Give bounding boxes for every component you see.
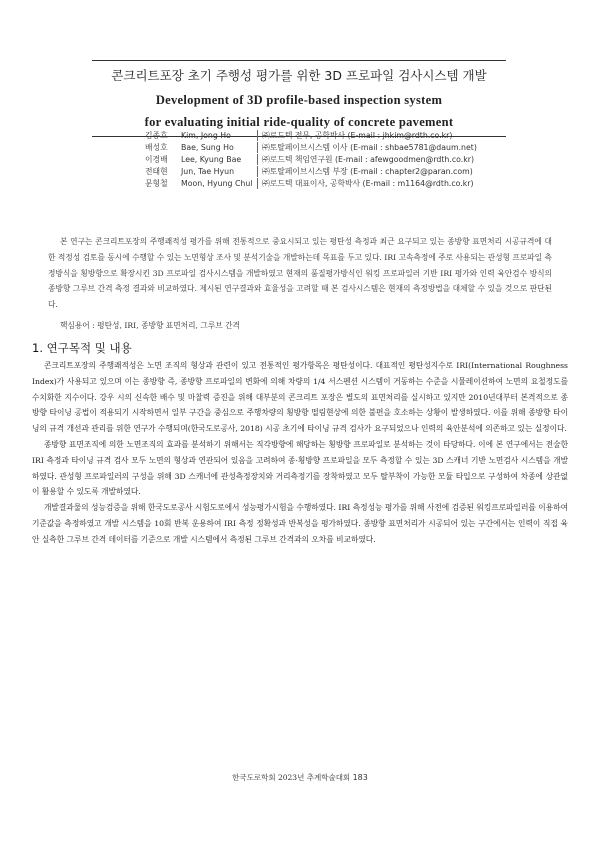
author-row	[145, 141, 477, 153]
divider	[257, 142, 258, 153]
divider	[257, 166, 258, 177]
page-number: 183	[352, 773, 368, 782]
title-korean: 콘크리트포장 초기 주행성 평가를 위한 3D 프로파일 검사시스템 개발	[111, 68, 487, 83]
title-english-line1: Development of 3D profile-based inspection system	[155, 93, 443, 107]
author-name-ko: 문형철	[145, 178, 168, 188]
author-row	[145, 165, 477, 177]
divider	[257, 178, 258, 189]
author-affiliation: ㈜토탈페이브시스템 이사 (E-mail : shbae5781@daum.net)	[262, 142, 477, 152]
divider	[257, 154, 258, 165]
section-body	[32, 358, 568, 548]
author-name-en: Lee, Kyung Bae	[181, 154, 242, 164]
body-paragraph: 종방향 표면조직에 의한 노면조직의 효과를 분석하기 위해서는 직각방향에 해당하는 횡방향 프로파일로 분석하는 것이 타당하다. 이에 본 연구에서는 전술한 IRI 측정과 타이닝 규격 검사 모두 노면의 형상과 연관되어 있음을 고려하여 종·횡방향 프로파일을 모두 측정할 수 있는 3D 스캐너 기반 노면검사 시스템을 개발하였다. 관성형 프로파일러의 구성을 위해 3D 스캐너에 관성측정장치와 거리측정기를 장착하였고 모두 탈부착이 가능한 모듈 타입으로 구성하여 차종에 상관없이 활용할 수 있도록 개발하였다.	[32, 439, 568, 497]
author-name-ko: 배성호	[145, 142, 168, 152]
author-name-en: Bae, Sung Ho	[181, 142, 234, 152]
page-footer	[0, 772, 600, 783]
author-list	[145, 129, 477, 189]
author-affiliation: ㈜토탈페이브시스템 부장 (E-mail : chapter2@paran.com)	[262, 166, 473, 176]
author-name-en: Jun, Tae Hyun	[181, 166, 235, 176]
author-name-en: Kim, Jong Ho	[181, 130, 231, 140]
author-name-ko: 전태현	[145, 166, 168, 176]
author-affiliation: ㈜로드텍 대표이사, 공학박사 (E-mail : m1164@rdth.co.kr)	[262, 178, 474, 188]
abstract-text: 본 연구는 콘크리트포장의 주행쾌적성 평가를 위해 전통적으로 중요시되고 있는 평탄성 측정과 최근 요구되고 있는 종방향 표면처리 시공규격에 대한 적정성 검토를 동시에 수행할 수 있는 노면형상 조사 및 분석기술을 개발하는데 목표를 두고 있다. IRI 고속측정에 주로 사용되는 관성형 프로파일 측정방식을 횡방향으로 확장시킨 3D 프로파일 검사시스템을 개발하였고 현재의 품질평가방식인 워킹 프로파일러 기반 IRI 평가와 인력 육안검수 방식의 종방향 그루브 간격 측정 결과와 비교하였다. 제시된 연구결과와 효율성을 고려할 때 본 검사시스템은 현재의 측정방법을 대체할 수 있을 것으로 판단된다.	[48, 237, 552, 310]
title-block	[92, 60, 506, 137]
author-name-ko: 이경배	[145, 154, 168, 164]
section-heading: 1. 연구목적 및 내용	[32, 341, 132, 355]
author-affiliation: ㈜로드텍 전무, 공학박사 (E-mail : jhkim@rdth.co.kr)	[262, 130, 453, 140]
author-row	[145, 153, 477, 165]
abstract	[48, 234, 552, 313]
author-row	[145, 177, 477, 189]
author-name-ko: 김종호	[145, 130, 168, 140]
title-english-line2: for evaluating initial ride-quality of concrete pavement	[144, 115, 454, 129]
keywords: 핵심용어 : 평탄성, IRI, 종방향 표면처리, 그루브 간격	[60, 321, 240, 330]
body-paragraph: 개발결과물의 성능검증을 위해 한국도로공사 시험도로에서 성능평가시험을 수행하였다. IRI 측정성능 평가를 위해 사전에 검증된 워킹프로파일러를 이용하여 기준값을 측정하였고 개발 시스템을 10회 반복 운용하여 IRI 측정 정확성과 반복성을 평가하였다. 종방향 표면처리가 시공되어 있는 구간에서는 인력이 직접 육안 실측한 그루브 간격 데이터를 기준으로 개발 시스템에서 측정된 그루브 간격과의 오차를 비교하였다.	[32, 503, 568, 544]
author-name-en: Moon, Hyung Chul	[181, 178, 253, 188]
author-row	[145, 129, 477, 141]
divider	[257, 130, 258, 141]
body-paragraph: 콘크리트포장의 주행쾌적성은 노면 조직의 형상과 관련이 있고 전통적인 평가항목은 평탄성이다. 대표적인 평탄성지수로 IRI(International Roughness Index)가 사용되고 있으며 이는 종방향 즉, 종방향 프로파일의 변화에 의해 차량의 1/4 서스펜션 시스템이 거동하는 수준을 시뮬레이션하여 노면의 요철정도를 수치화한 지수이다. 강우 시의 신속한 배수 및 마찰력 증진을 위해 대부분의 콘크리트 포장은 별도의 표면처리를 실시하고 있지만 2010년대부터 본격적으로 종방향 타이닝 공법이 적용되기 시작하면서 일부 구간을 중심으로 주행차량의 횡방향 떨림현상에 의한 불편을 호소하는 상황이 발생하였다. 이를 위해 종방향 타이닝의 규격 개선과 관리를 위한 연구가 수행되며(한국도로공사, 2018) 시공 초기에 타이닝 규격 검사가 요구되었으나 인력의 육안분석에 의존하고 있는 실정이다.	[32, 361, 568, 434]
author-affiliation: ㈜로드텍 책임연구원 (E-mail : afewgoodmen@rdth.co.kr)	[262, 154, 474, 164]
conference-name: 한국도로학회 2023년 추계학술대회	[232, 773, 351, 782]
